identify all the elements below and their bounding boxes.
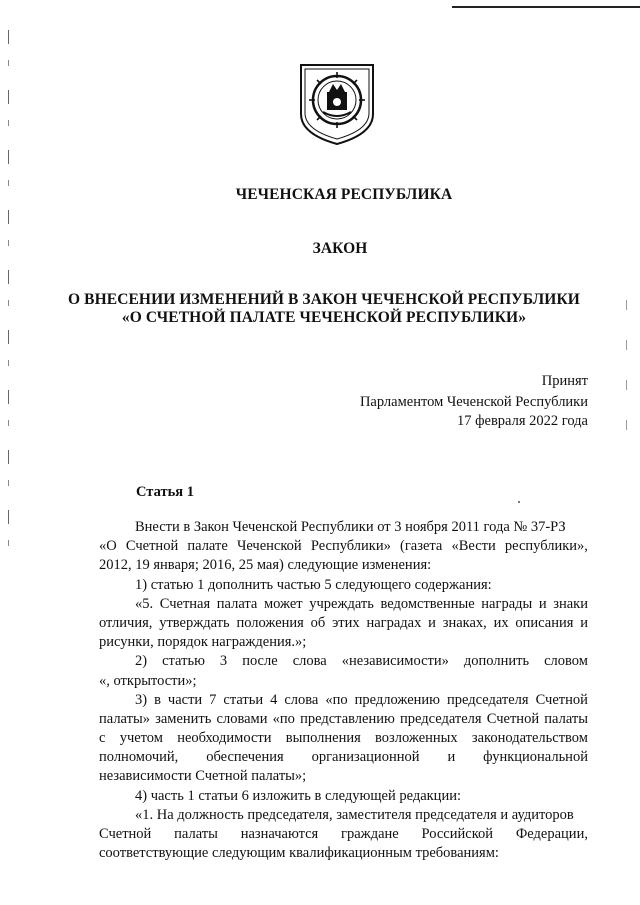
word: с — [99, 730, 106, 747]
paragraph-line: «, открытости»; — [99, 672, 197, 689]
word: граждане — [341, 826, 399, 842]
word: положения — [236, 614, 304, 631]
word: и — [580, 614, 588, 631]
justified-line — [99, 825, 588, 844]
word: 2) — [135, 653, 148, 670]
word: знаки — [553, 595, 588, 612]
word: организационной — [311, 749, 420, 766]
word: Счетной — [486, 710, 540, 727]
word: и — [447, 749, 456, 766]
paragraph-line: рисунки, порядок награждения.»; — [99, 634, 307, 651]
word: Счетной — [99, 826, 152, 842]
word: функциональной — [483, 749, 588, 766]
justified-line — [99, 537, 588, 556]
word: назначаются — [240, 826, 319, 842]
word: учетом — [119, 730, 163, 747]
justified-line — [99, 748, 588, 767]
word: 4 — [270, 691, 278, 708]
word: Федерации, — [515, 826, 588, 842]
word: их — [493, 614, 509, 631]
list-item-2 — [99, 652, 588, 671]
article-body — [99, 518, 588, 863]
word: слова — [284, 691, 319, 708]
word: палаты» — [99, 710, 150, 727]
word: 7 — [209, 691, 217, 708]
scan-artifact-dot — [518, 501, 520, 503]
word: слова — [292, 653, 327, 670]
word: ведомственные — [380, 595, 475, 612]
word: необходимости — [177, 730, 272, 747]
word: утверждать — [159, 614, 230, 631]
law-title-line-1: О ВНЕСЕНИИ ИЗМЕНЕНИЙ В ЗАКОН ЧЕЧЕНСКОЙ РЕСПУБЛИКИ — [68, 291, 580, 308]
word: «О — [99, 538, 117, 555]
word: и — [538, 595, 547, 612]
word: 3 — [219, 653, 228, 670]
word: после — [242, 653, 278, 670]
law-title-line-2: «О СЧЕТНОЙ ПАЛАТЕ ЧЕЧЕНСКОЙ РЕСПУБЛИКИ» — [121, 309, 527, 326]
list-item-1: 1) статью 1 дополнить частью 5 следующего содержания: — [135, 576, 492, 593]
word: части — [167, 691, 203, 708]
word: палата — [216, 595, 258, 612]
paragraph-line: 2012, 19 января; 2016, 25 мая) следующие изменения: — [99, 557, 432, 574]
word: награды — [481, 595, 533, 612]
word: председателя — [399, 710, 482, 727]
word: 3) — [135, 691, 148, 708]
word: отличия, — [99, 614, 153, 631]
justified-line — [99, 710, 588, 729]
word: и — [428, 614, 436, 631]
adopted-label: Принят — [541, 373, 588, 389]
word: возложенных — [375, 730, 458, 747]
word: палаты — [174, 826, 218, 842]
word: статью — [162, 653, 205, 670]
word: палате — [187, 538, 228, 555]
republic-heading: ЧЕЧЕНСКАЯ РЕСПУБЛИКА — [235, 186, 453, 203]
word: председателя — [446, 691, 529, 708]
law-heading: ЗАКОН — [312, 240, 368, 257]
word: Республики» — [310, 538, 391, 555]
word: «по — [272, 710, 295, 727]
word: обеспечения — [206, 749, 284, 766]
justified-line — [99, 595, 588, 614]
word: дополнить — [463, 653, 530, 670]
word: «независимости» — [341, 653, 449, 670]
adopted-date: 17 февраля 2022 года — [456, 413, 588, 429]
word: словами — [216, 710, 268, 727]
word: «Вести — [451, 538, 496, 555]
word: описания — [515, 614, 574, 631]
paragraph-line: независимости Счетной палаты»; — [99, 768, 307, 785]
word: Чеченской — [236, 538, 302, 555]
word: (газета — [400, 538, 443, 555]
word: Счетная — [159, 595, 211, 612]
list-item-3 — [99, 691, 588, 710]
word: учреждать — [309, 595, 374, 612]
paragraph-line: соответствующие следующим квалификационным требованиям: — [99, 845, 499, 862]
justified-line — [99, 614, 588, 633]
adopted-by: Парламентом Чеченской Республики — [359, 394, 588, 410]
word: может — [263, 595, 303, 612]
word: законодательством — [471, 730, 588, 747]
word: республики», — [504, 538, 588, 555]
paragraph-line: «1. На должность председателя, заместителя председателя и аудиторов — [135, 806, 574, 823]
word: в — [154, 691, 161, 708]
article-heading: Статья 1 — [136, 484, 194, 500]
word: Счетной — [125, 538, 179, 555]
word: предложению — [354, 691, 440, 708]
word: выполнения — [285, 730, 361, 747]
paragraph-line: Внести в Закон Чеченской Республики от 3 ноября 2011 года № 37-РЗ — [135, 519, 566, 535]
word: «по — [325, 691, 348, 708]
word: «5. — [135, 595, 154, 612]
word: Российской — [421, 826, 494, 842]
justified-line — [99, 729, 588, 748]
word: палаты — [544, 710, 588, 727]
scan-artifact-top-line — [452, 6, 640, 8]
list-item-4: 4) часть 1 статьи 6 изложить в следующей редакции: — [135, 787, 461, 804]
coat-of-arms-emblem — [298, 62, 376, 146]
word: заменить — [155, 710, 212, 727]
word: этих — [332, 614, 360, 631]
word: знаках, — [442, 614, 487, 631]
word: об — [310, 614, 326, 631]
scan-artifact-left-edge — [8, 30, 9, 550]
word: представлению — [300, 710, 395, 727]
word: статьи — [223, 691, 264, 708]
word: наградах — [366, 614, 422, 631]
word: словом — [544, 653, 588, 670]
word: полномочий, — [99, 749, 179, 766]
word: Счетной — [535, 691, 588, 708]
